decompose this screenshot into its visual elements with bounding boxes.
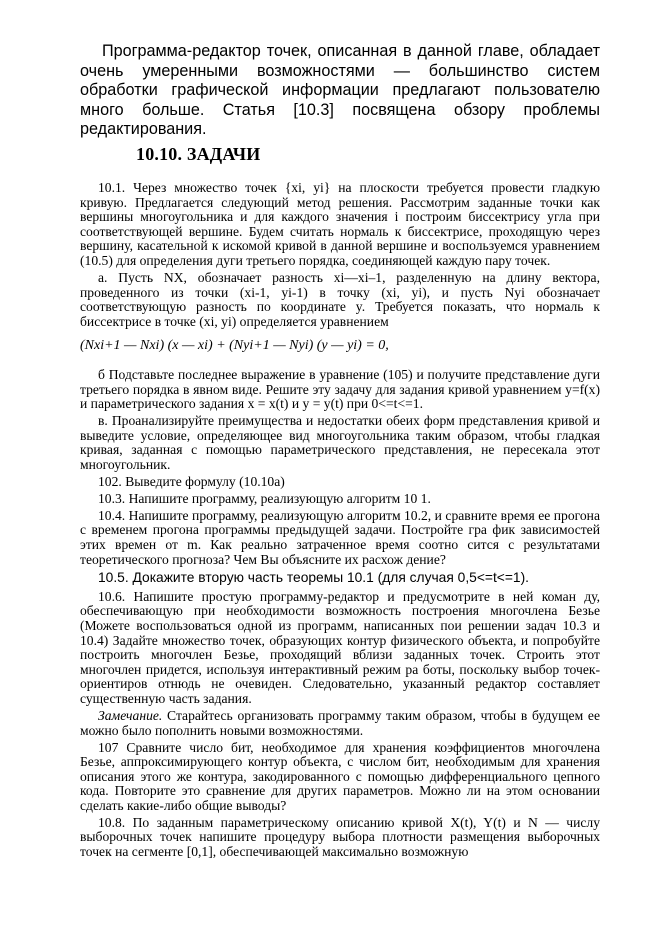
exercise-10-6: 10.6. Напишите простую программу-редактор и предусмотрите в ней коман ду, обеспечивающую при необходимости возможность построения многочлена Безье (Можете воспользоваться одной из программ, написанных пои решении задач 10.3 и 10.4) Задайте множество точек, образующих контур физического объекта, и попробуйте построить многочлен Безье, проходящий вблизи заданных точек. Строить этот многочлен придется, используя интерактивный режим ра боты, поскольку выбор точек-ориентиров отнюдь не очевиден. Следовательно, указанный редактор составляет существенную часть задания. (80, 588, 600, 706)
normal-equation: (Nxi+1 — Nxi) (x — xi) + (Nyi+1 — Nyi) (y — yi) = 0, (80, 338, 389, 354)
exercise-10-4: 10.4. Напишите программу, реализующую алгоритм 10.2, и сравните время ее прогона с временем прогона программы предыдущей задачи. Постройте гра фик зависимостей этих времен от m. Как реально затраченное время соотно сится с результатами теоретического прогноза? Чем Вы объясните их расхож дение? (80, 507, 600, 567)
exercise-10-1-c: в. Проанализируйте преимущества и недостатки обеих форм представления кривой и выведите условие, определяющее вид многоугольника таким образом, чтобы гладкая кривая, заданная с помощью параметрического представления, не пересекала этот многоугольник. (80, 413, 600, 472)
exercise-10-5: 10.5. Докажите вторую часть теоремы 10.1 (для случая 0,5<=t<=1). (98, 570, 530, 586)
exercise-10-1: 10.1. Через множество точек {xi, yi} на плоскости требуется провести гладкую кривую. Предлагается следующий метод решения. Рассмотрим заданные точки как вершины многоугольника и для каждого значения i построим биссектрису угла при соответствующей вершине. Будем считать нормаль к биссектрисе, проходящую через вершину, касательной к искомой кривой в данной вершине и воспользуемся уравнением (10.5) для определения дуги третьего порядка, соединяющей каждую пару точек. (80, 180, 600, 268)
exercise-10-7: 107 Сравните число бит, необходимое для хранения коэффициентов многочлена Безье, аппроксимирующего контур объекта, с числом бит, необходимым для хранения описания этого же контура, закодированного с помощью дифференциального цепного кода. Повторите это сравнение для других параметров. Можно ли на этом основании сделать какие-либо общие выводы? (80, 739, 600, 813)
exercise-10-3: 10.3. Напишите программу, реализующую алгоритм 10 1. (98, 490, 431, 506)
exercise-10-8: 10.8. По заданным параметрическому описанию кривой X(t), Y(t) и N — числу выборочных точек напишите процедуру выбора плотности размещения выборочных точек на сегменте [0,1], обеспечивающей максимально возможную (80, 814, 600, 860)
exercise-10-1-b: б Подставьте последнее выражение в уравнение (105) и получите представление дуги третьего порядка в явном виде. Решите эту задачу для задания кривой уравнением y=f(x) и параметрического задания x = x(t) и y = y(t) при 0<=t<=1. (80, 366, 600, 412)
section-title: 10.10. ЗАДАЧИ (136, 144, 261, 164)
exercises-body (80, 181, 600, 862)
exercise-10-1-a: а. Пусть NX, обозначает разность xi—xi–1, разделенную на длину вектора, проведенного из точки (xi-1, yi-1) в точку (xi, yi), и пусть Nyi обозначает соответствующую разность по координате y. Требуется показать, что нормаль к биссектрисе в точке (xi, yi) определяется уравнением (80, 269, 600, 329)
exercise-10-2: 102. Выведите формулу (10.10а) (98, 473, 285, 489)
remark-label: Замечание. (98, 707, 163, 723)
remark-text: Старайтесь организовать программу таким образом, чтобы в будущем ее можно было пополнить новыми возможностями. (80, 707, 600, 738)
remark (80, 709, 600, 738)
intro-paragraph: Программа-редактор точек, описанная в данной главе, обладает очень умеренными возможностями — большинство систем обработки графической информации предлагают пользователю много больше. Статья [10.3] посвящена обзору проблемы редактирования. (80, 42, 600, 138)
